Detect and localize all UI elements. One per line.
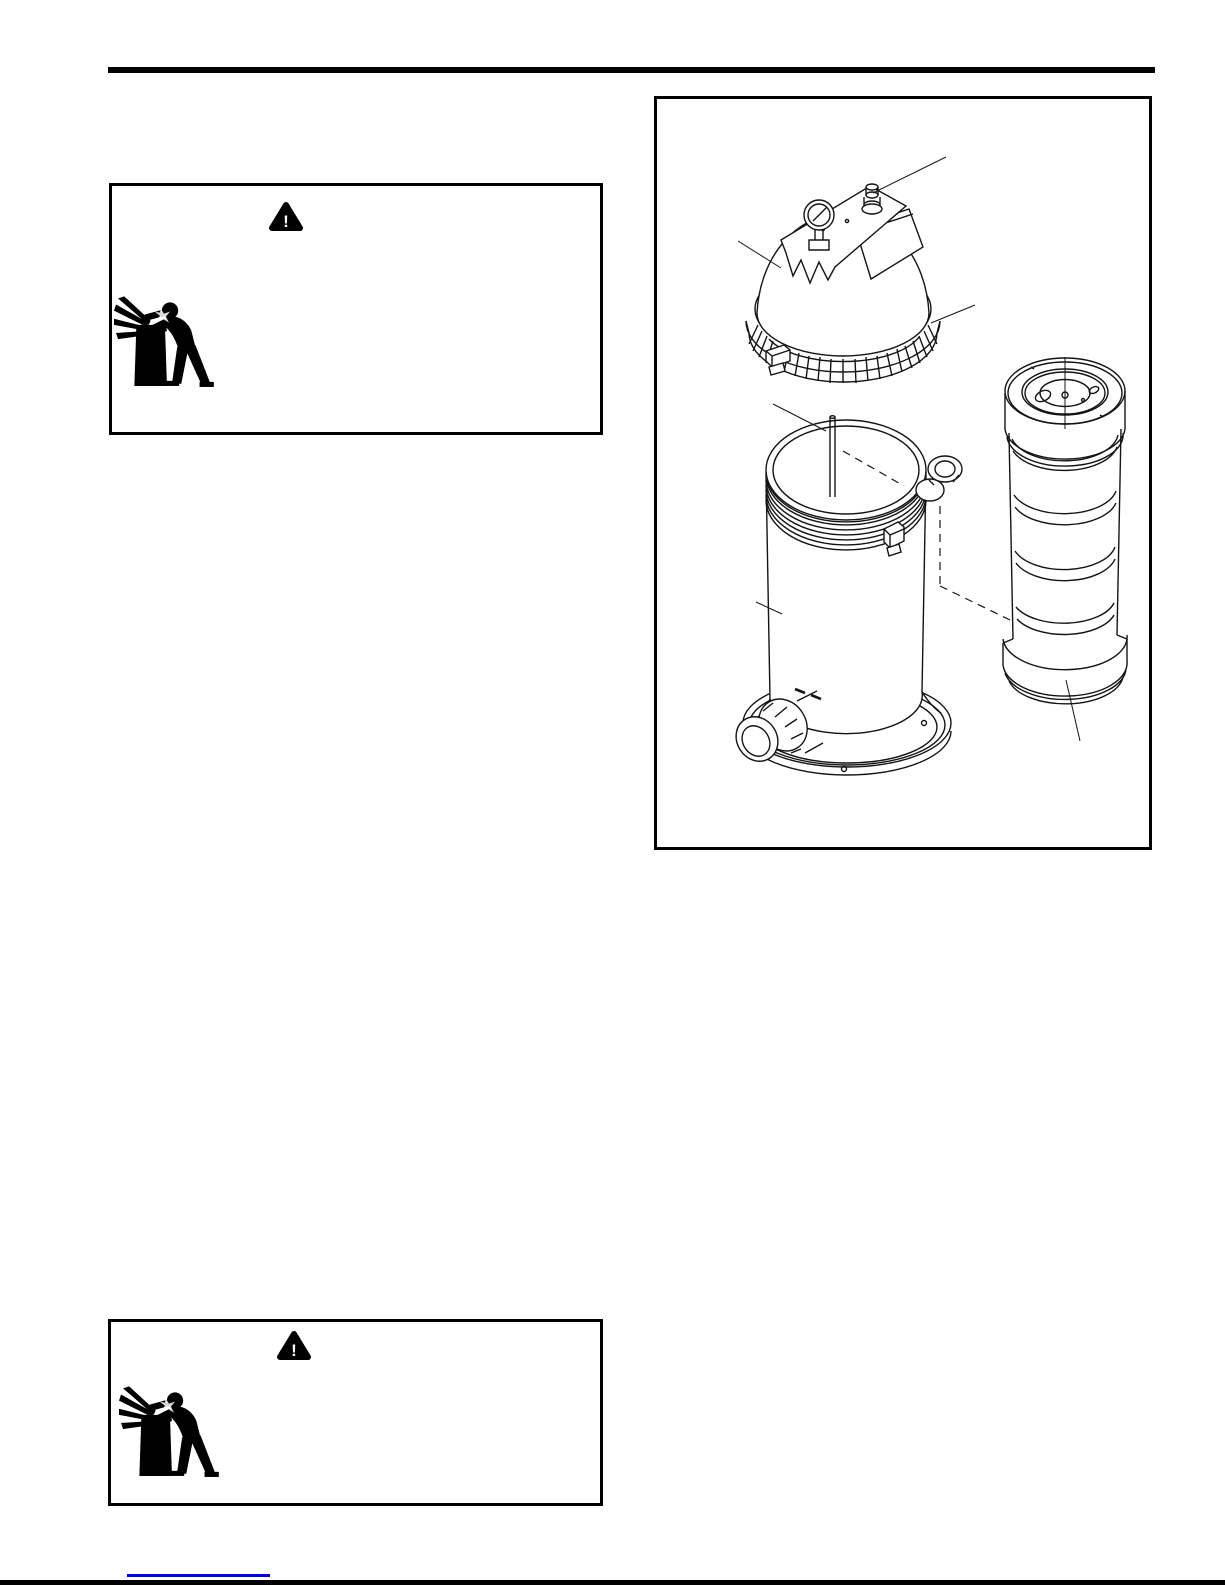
- footer-link[interactable]: [127, 1561, 270, 1577]
- callout-cartridge: [1066, 680, 1080, 741]
- callout-standpipe: [773, 404, 826, 431]
- warning-triangle-icon: [277, 1330, 311, 1361]
- pressure-gauge: [804, 200, 834, 250]
- tank-outlet-fitting: [916, 456, 962, 501]
- standpipe: [830, 416, 835, 497]
- header-rule: [108, 67, 1155, 73]
- warning-exclamation: !: [283, 212, 289, 231]
- filter-diagram-box: [654, 96, 1152, 850]
- warning-exclamation: !: [291, 1341, 297, 1360]
- pressure-hazard-pictogram-icon: [114, 280, 224, 388]
- warning-triangle-icon: [269, 201, 303, 232]
- cartridge-bands: [1012, 435, 1118, 634]
- page-bottom-edge: [0, 1580, 1225, 1585]
- warning-box-bottom: [108, 1319, 603, 1506]
- ring-safety-latch: [766, 345, 790, 375]
- warning-box-top: [109, 183, 603, 435]
- pressure-hazard-pictogram-icon: [119, 1370, 229, 1478]
- tank-rim: [766, 420, 926, 520]
- callout-air-relief: [873, 157, 946, 193]
- filter-exploded-view-illustration: [657, 99, 1149, 847]
- callout-lock-ring: [931, 305, 975, 323]
- tank-body: [753, 420, 941, 734]
- filter-cartridge: [1003, 357, 1127, 704]
- filter-lid-dome: [757, 186, 929, 362]
